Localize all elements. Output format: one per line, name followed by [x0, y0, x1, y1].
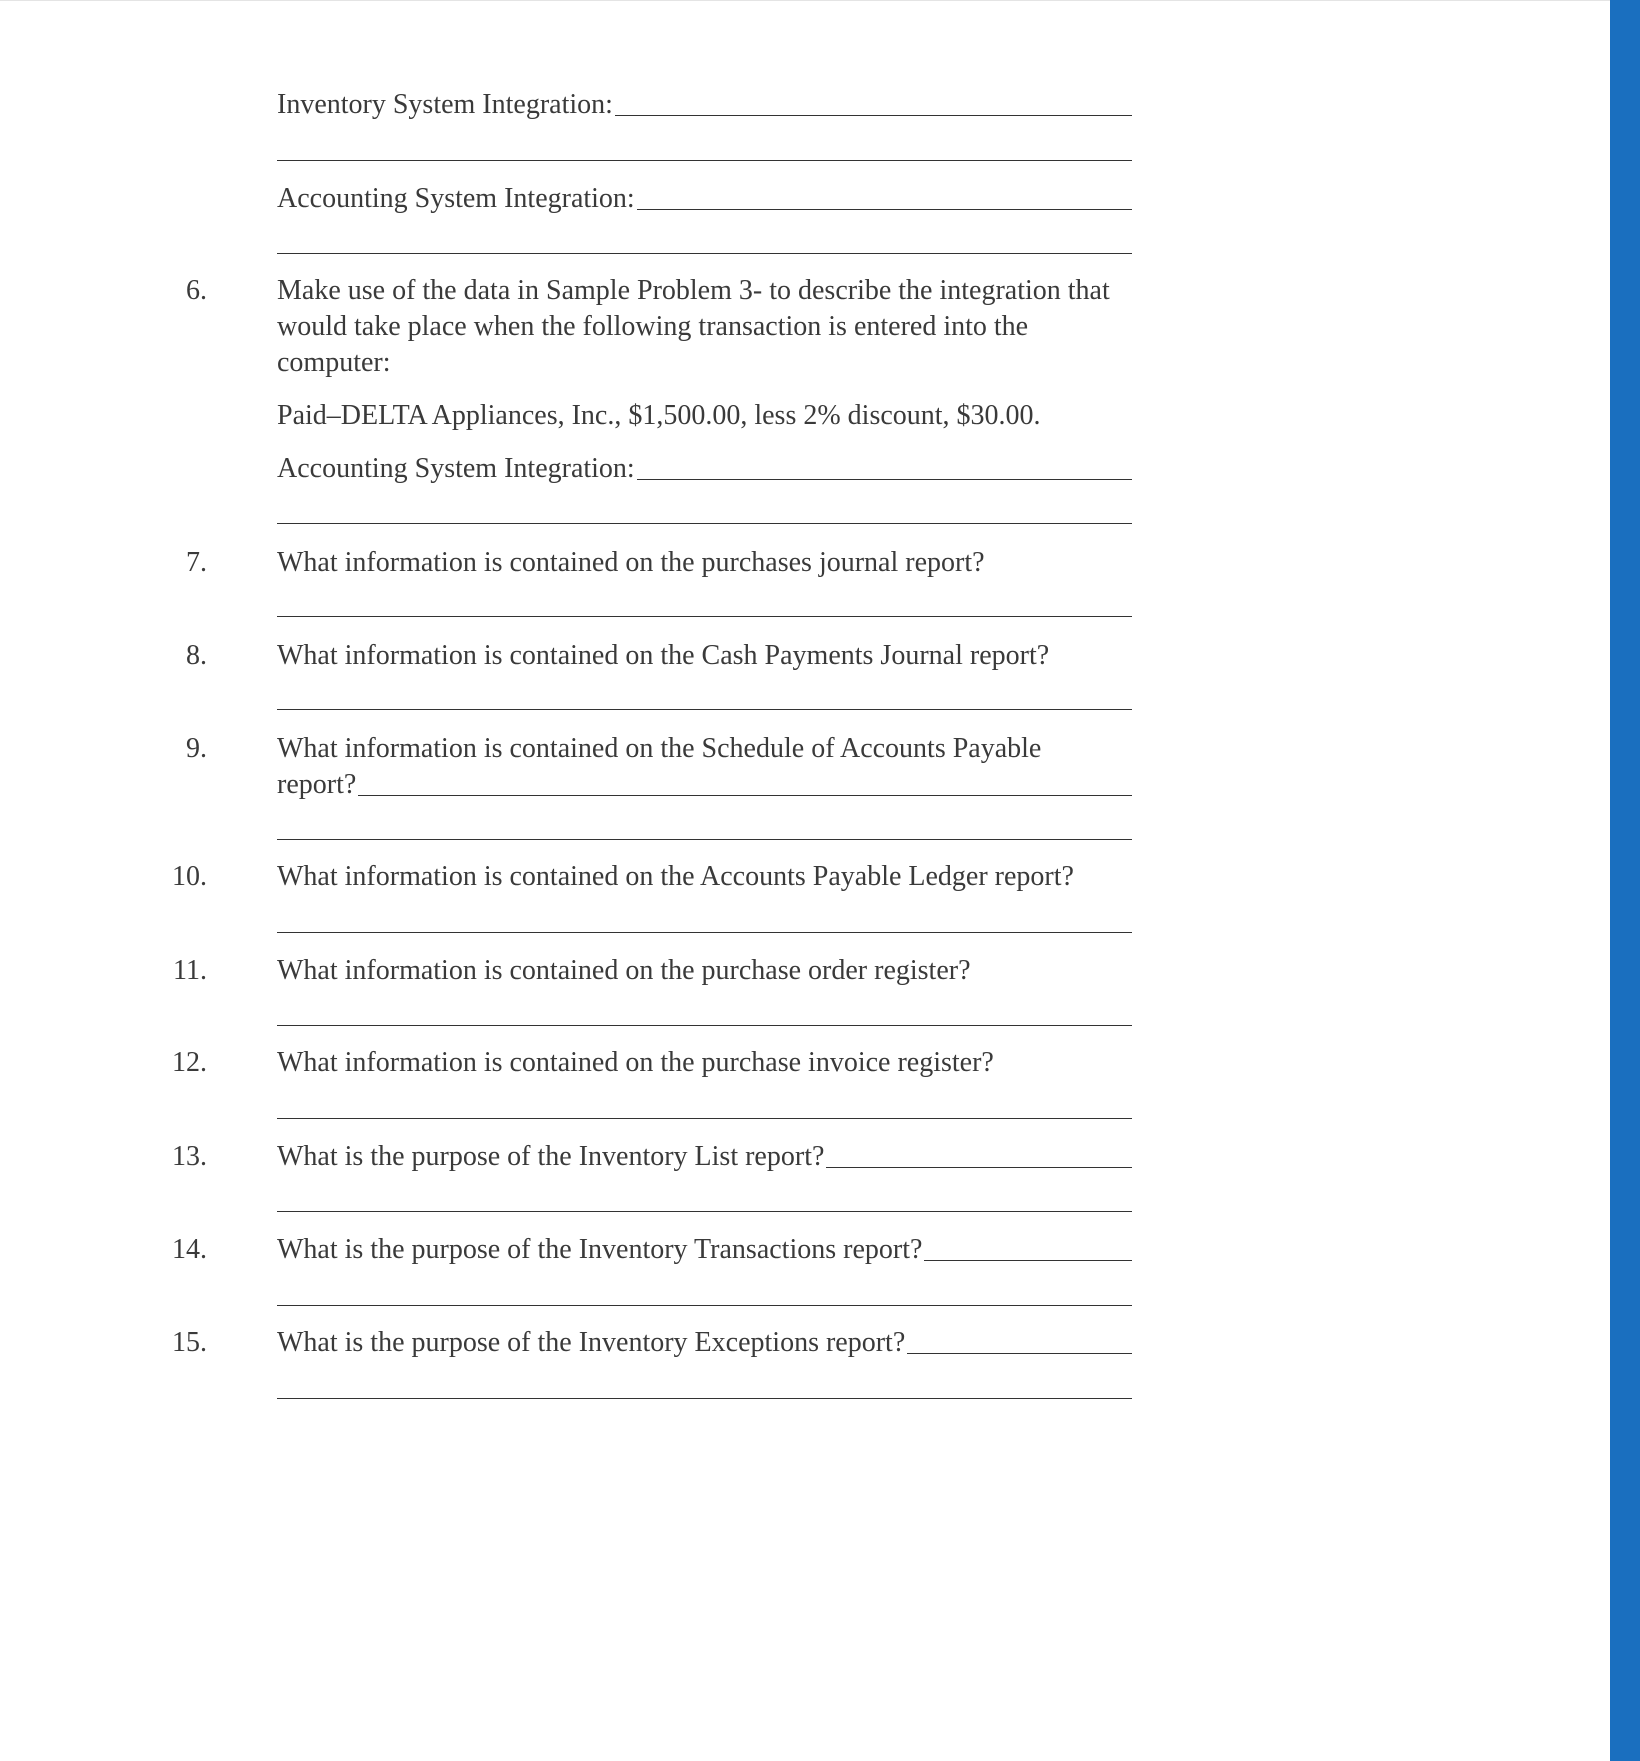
- question-text: What is the purpose of the Inventory Transactions report?: [277, 1234, 923, 1265]
- answer-line[interactable]: [277, 1211, 1132, 1212]
- question-number: 14.: [172, 1234, 207, 1265]
- answer-blank[interactable]: [637, 209, 1132, 210]
- transaction-text: Paid–DELTA Appliances, Inc., $1,500.00, less 2% discount, $30.00.: [277, 400, 1041, 431]
- inventory-integration-label: Inventory System Integration:: [277, 89, 613, 120]
- question-text: What information is contained on the purchase invoice register?: [277, 1047, 994, 1078]
- question-number: 9.: [186, 733, 207, 764]
- answer-line[interactable]: [277, 523, 1132, 524]
- question-text: What is the purpose of the Inventory Exceptions report?: [277, 1327, 906, 1358]
- q14-row: [277, 1232, 1132, 1268]
- question-text: What information is contained on the Cash Payments Journal report?: [277, 640, 1050, 671]
- q15-row: [277, 1325, 1132, 1361]
- answer-line[interactable]: [277, 709, 1132, 710]
- answer-blank[interactable]: [615, 115, 1132, 116]
- question-number: 6.: [186, 275, 207, 306]
- answer-line[interactable]: [277, 160, 1132, 161]
- answer-blank[interactable]: [358, 795, 1132, 796]
- question-number: 11.: [173, 955, 207, 986]
- q13-row: [277, 1139, 1132, 1175]
- answer-line[interactable]: [277, 932, 1132, 933]
- answer-line[interactable]: [277, 1118, 1132, 1119]
- question-text: What information is contained on the Schedule of Accounts Payable: [277, 733, 1042, 764]
- answer-blank[interactable]: [907, 1353, 1132, 1354]
- answer-line[interactable]: [277, 1305, 1132, 1306]
- question-number: 8.: [186, 640, 207, 671]
- question-number: 7.: [186, 547, 207, 578]
- answer-line[interactable]: [277, 1025, 1132, 1026]
- accounting-integration-row: [277, 181, 1132, 217]
- q6-answer-row: [277, 451, 1132, 487]
- question-text: What is the purpose of the Inventory List report?: [277, 1141, 825, 1172]
- answer-line[interactable]: [277, 1398, 1132, 1399]
- inventory-integration-row: [277, 87, 1132, 123]
- accounting-integration-label: Accounting System Integration:: [277, 183, 635, 214]
- question-text-continued: report?: [277, 769, 357, 800]
- question-number: 10.: [172, 861, 207, 892]
- question-text: What information is contained on the purchase order register?: [277, 955, 971, 986]
- question-number: 15.: [172, 1327, 207, 1358]
- answer-blank[interactable]: [826, 1167, 1132, 1168]
- question-text: What information is contained on the purchases journal report?: [277, 547, 985, 578]
- answer-line[interactable]: [277, 839, 1132, 840]
- answer-line[interactable]: [277, 253, 1132, 254]
- question-text: Make use of the data in Sample Problem 3- to describe the integration that would take place when the following transaction is entered into the computer:: [277, 275, 1110, 378]
- answer-blank[interactable]: [637, 479, 1132, 480]
- question-number: 13.: [172, 1141, 207, 1172]
- q9-answer-row: [277, 767, 1132, 803]
- accounting-integration-label: Accounting System Integration:: [277, 453, 635, 484]
- blue-sidebar: [1610, 0, 1640, 1761]
- question-text: What information is contained on the Accounts Payable Ledger report?: [277, 861, 1074, 892]
- answer-line[interactable]: [277, 616, 1132, 617]
- answer-blank[interactable]: [924, 1260, 1132, 1261]
- question-number: 12.: [172, 1047, 207, 1078]
